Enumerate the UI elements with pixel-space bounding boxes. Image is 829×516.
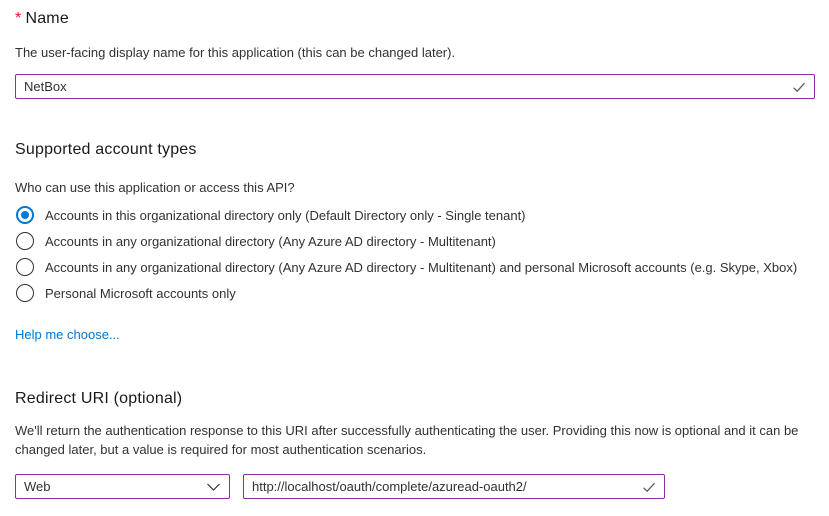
account-types-radio-group	[15, 202, 797, 306]
name-title-text: Name	[25, 10, 69, 27]
checkmark-icon	[791, 79, 814, 95]
radio-label: Accounts in any organizational directory (Any Azure AD directory - Multitenant)	[45, 233, 496, 249]
required-marker: *	[15, 10, 22, 27]
account-type-option-personal-only[interactable]	[15, 280, 797, 306]
radio-label: Personal Microsoft accounts only	[45, 285, 236, 301]
account-type-option-multitenant-personal[interactable]	[15, 254, 797, 280]
name-input[interactable]	[16, 79, 791, 94]
checkmark-icon	[641, 479, 664, 495]
redirect-uri-input[interactable]	[244, 479, 641, 494]
radio-unselected-icon[interactable]	[16, 284, 34, 302]
name-description: The user-facing display name for this application (this can be changed later).	[15, 45, 456, 60]
platform-select[interactable]	[15, 474, 230, 499]
account-types-title: Supported account types	[15, 141, 197, 158]
radio-unselected-icon[interactable]	[16, 258, 34, 276]
redirect-uri-description: We'll return the authentication response to this URI after successfully authenticating the user. Providing this now is optional and it can be changed later, but a value is required for most authentication scenarios.	[15, 423, 799, 457]
redirect-uri-input-wrap	[243, 474, 665, 499]
account-types-question: Who can use this application or access this API?	[15, 180, 295, 195]
name-section-title	[15, 10, 69, 28]
radio-selected-icon[interactable]	[16, 206, 34, 224]
account-type-option-multitenant[interactable]	[15, 228, 797, 254]
account-type-option-single-tenant[interactable]	[15, 202, 797, 228]
radio-unselected-icon[interactable]	[16, 232, 34, 250]
name-input-wrap	[15, 74, 815, 99]
radio-label: Accounts in this organizational directory only (Default Directory only - Single tenant)	[45, 207, 526, 223]
help-me-choose-link[interactable]: Help me choose...	[15, 327, 120, 342]
redirect-uri-controls	[15, 474, 665, 499]
platform-select-value: Web	[24, 479, 51, 494]
redirect-uri-title: Redirect URI (optional)	[15, 390, 183, 407]
chevron-down-icon	[206, 481, 221, 493]
radio-label: Accounts in any organizational directory (Any Azure AD directory - Multitenant) and personal Microsoft accounts (e.g. Skype, Xbox)	[45, 259, 798, 275]
